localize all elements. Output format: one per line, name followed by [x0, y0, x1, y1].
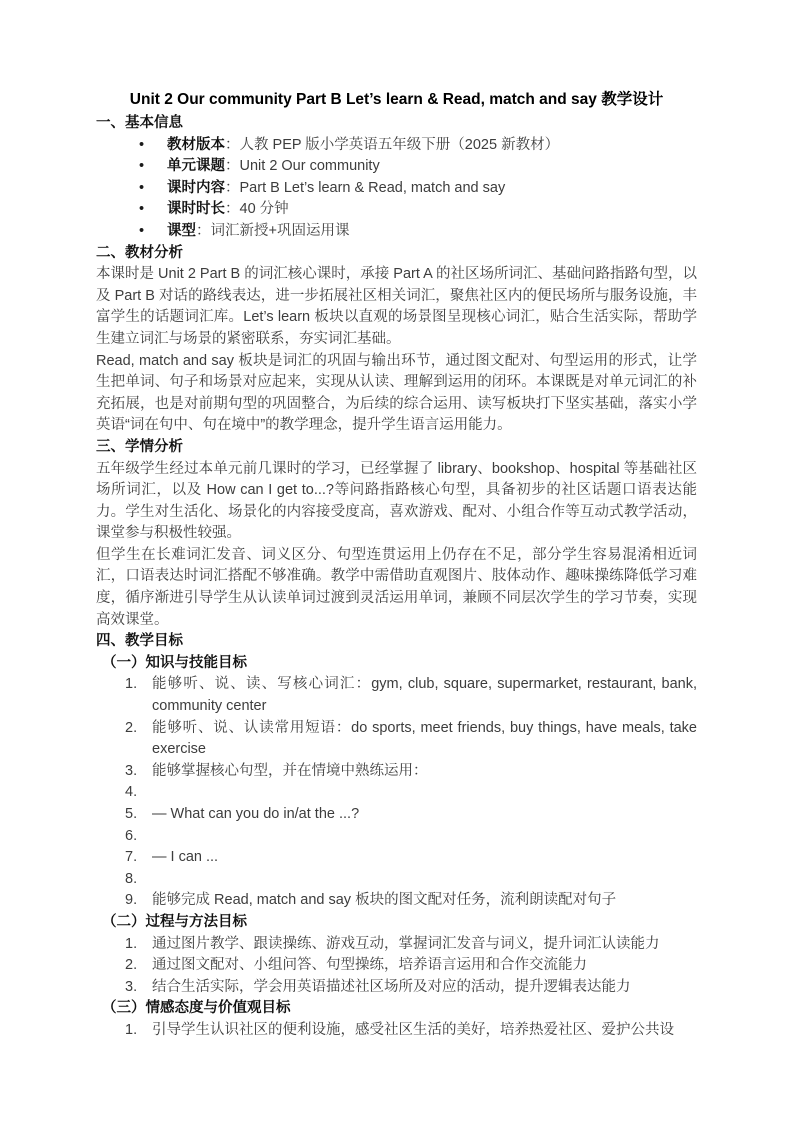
list-item-text: 通过图文配对、小组问答、句型操练，培养语言运用和合作交流能力: [152, 957, 587, 974]
list-item-text: [152, 782, 697, 804]
list-item: [96, 156, 697, 178]
basic-info-label: 课时时长: [167, 201, 225, 218]
list-item: [96, 199, 697, 221]
list-item: [96, 977, 697, 999]
heading-emotion-values: （三）情感态度与价值观目标: [102, 1000, 291, 1017]
basic-info-label: 单元课题: [167, 158, 225, 175]
list-number: 1.: [125, 1021, 138, 1038]
heading-knowledge-skills: （一）知识与技能目标: [102, 654, 247, 671]
material-analysis-paragraph-2: Read, match and say 板块是词汇的巩固与输出环节，通过图文配对、句型运用的形式，让学生把单词、句子和场景对应起来，实现从认读、理解到运用的闭环。本课既是对单元词汇的补充拓展，也是对前期句型的巩固整合，为后续的综合运用、读写板块打下坚实基础，落实小学英语“词在句中、句在境中”的教学理念，提升学生语言运用能力。: [96, 352, 697, 434]
heading-learner-analysis: 三、学情分析: [96, 438, 183, 455]
list-number: 2.: [125, 719, 138, 736]
list-number: 4.: [125, 784, 138, 801]
basic-info-value: ：词汇新授+巩固运用课: [196, 222, 350, 239]
list-item: [96, 847, 697, 869]
basic-info-value: ：Part B Let’s learn & Read, match and say: [225, 179, 506, 196]
basic-info-list: [96, 135, 697, 243]
list-number: 8.: [125, 870, 138, 887]
list-number: 9.: [125, 892, 138, 909]
material-analysis-paragraph-1: 本课时是 Unit 2 Part B 的词汇核心课时，承接 Part A 的社区场所词汇、基础问路指路句型，以及 Part B 对话的路线表达，进一步拓展社区相关词汇，聚焦社区内的便民场所与服务设施，丰富学生的话题词汇库。Let’s learn 板块以直观的场景图呈现核心词汇，贴合生活实际，帮助学生建立词汇与场景的紧密联系，夯实词汇基础。: [96, 266, 698, 347]
list-number: 2.: [125, 957, 138, 974]
heading-teaching-objectives: 四、教学目标: [96, 633, 183, 650]
page-title: Unit 2 Our community Part B Let’s learn & Read, match and say 教学设计: [129, 91, 664, 108]
basic-info-value: ：Unit 2 Our community: [225, 158, 380, 175]
heading-basic-info: 一、基本信息: [96, 115, 183, 131]
list-item: [96, 826, 697, 848]
list-item: [96, 782, 697, 804]
list-item: [96, 178, 697, 200]
list-number: 1.: [125, 935, 138, 952]
learner-analysis-paragraph-1: 五年级学生经过本单元前几课时的学习，已经掌握了 library、bookshop、hospital 等基础社区场所词汇，以及 How can I get to...?等问路指路核心句型，具备初步的社区话题口语表达能力。学生对生活化、场景化的内容接受度高，喜欢游戏、配对、小组合作等互动式教学活动，课堂参与积极性较强。: [96, 460, 697, 542]
list-item: [96, 221, 697, 243]
list-item: [96, 890, 697, 912]
list-item-text: 能够听、说、认读常用短语：do sports, meet friends, buy things, have meals, take exercise: [152, 719, 697, 758]
basic-info-value: ：40 分钟: [225, 201, 289, 218]
basic-info-value: ：人教 PEP 版小学英语五年级下册（2025 新教材）: [225, 136, 560, 153]
list-item-text: 结合生活实际，学会用英语描述社区场所及对应的活动，提升逻辑表达能力: [152, 978, 631, 995]
basic-info-label: 课型: [167, 222, 196, 239]
list-number: 6.: [125, 827, 138, 844]
knowledge-skills-list: [96, 674, 697, 912]
list-item: [96, 1020, 697, 1042]
list-item: [96, 674, 697, 717]
basic-info-label: 课时内容: [167, 179, 225, 196]
list-item: [96, 718, 697, 761]
bullet-icon: •: [139, 179, 145, 196]
basic-info-label: 教材版本: [167, 136, 225, 153]
list-item-text: 能够完成 Read, match and say 板块的图文配对任务，流利朗读配对句子: [152, 892, 617, 909]
list-item-text: 通过图片教学、跟读操练、游戏互动，掌握词汇发音与词义，提升词汇认读能力: [152, 935, 660, 952]
list-item: [96, 135, 697, 157]
list-item-text: — What can you do in/at the ...?: [152, 806, 360, 822]
list-item: [96, 804, 697, 826]
list-number: 3.: [125, 978, 138, 995]
bullet-icon: •: [139, 201, 145, 218]
list-item-text: 引导学生认识社区的便利设施，感受社区生活的美好，培养热爱社区、爱护公共设: [152, 1021, 674, 1038]
list-item-text: — I can ...: [152, 849, 219, 866]
bullet-icon: •: [139, 158, 145, 175]
list-number: 3.: [125, 762, 138, 779]
emotion-values-list: [96, 1020, 697, 1042]
list-number: 7.: [125, 849, 138, 866]
bullet-icon: •: [139, 222, 145, 239]
list-number: 5.: [125, 806, 138, 822]
list-item: [96, 869, 697, 891]
list-item-text: [152, 826, 697, 848]
bullet-icon: •: [139, 136, 145, 153]
process-methods-list: [96, 934, 697, 999]
list-item-text: 能够听、说、读、写核心词汇：gym, club, square, supermarket, restaurant, bank, community center: [152, 676, 697, 715]
list-number: 1.: [125, 676, 138, 693]
heading-material-analysis: 二、教材分析: [96, 244, 183, 261]
list-item-text: [152, 869, 697, 891]
learner-analysis-paragraph-2: 但学生在长难词汇发音、词义区分、句型连贯运用上仍存在不足，部分学生容易混淆相近词汇，口语表达时词汇搭配不够准确。教学中需借助直观图片、肢体动作、趣味操练降低学习难度，循序渐进引导学生从认读单词过渡到灵活运用单词，兼顾不同层次学生的学习节奏，实现高效课堂。: [96, 546, 697, 628]
list-item: [96, 955, 697, 977]
list-item: [96, 761, 697, 783]
heading-process-methods: （二）过程与方法目标: [102, 913, 247, 930]
list-item-text: 能够掌握核心句型，并在情境中熟练运用：: [152, 762, 428, 779]
list-item: [96, 934, 697, 956]
